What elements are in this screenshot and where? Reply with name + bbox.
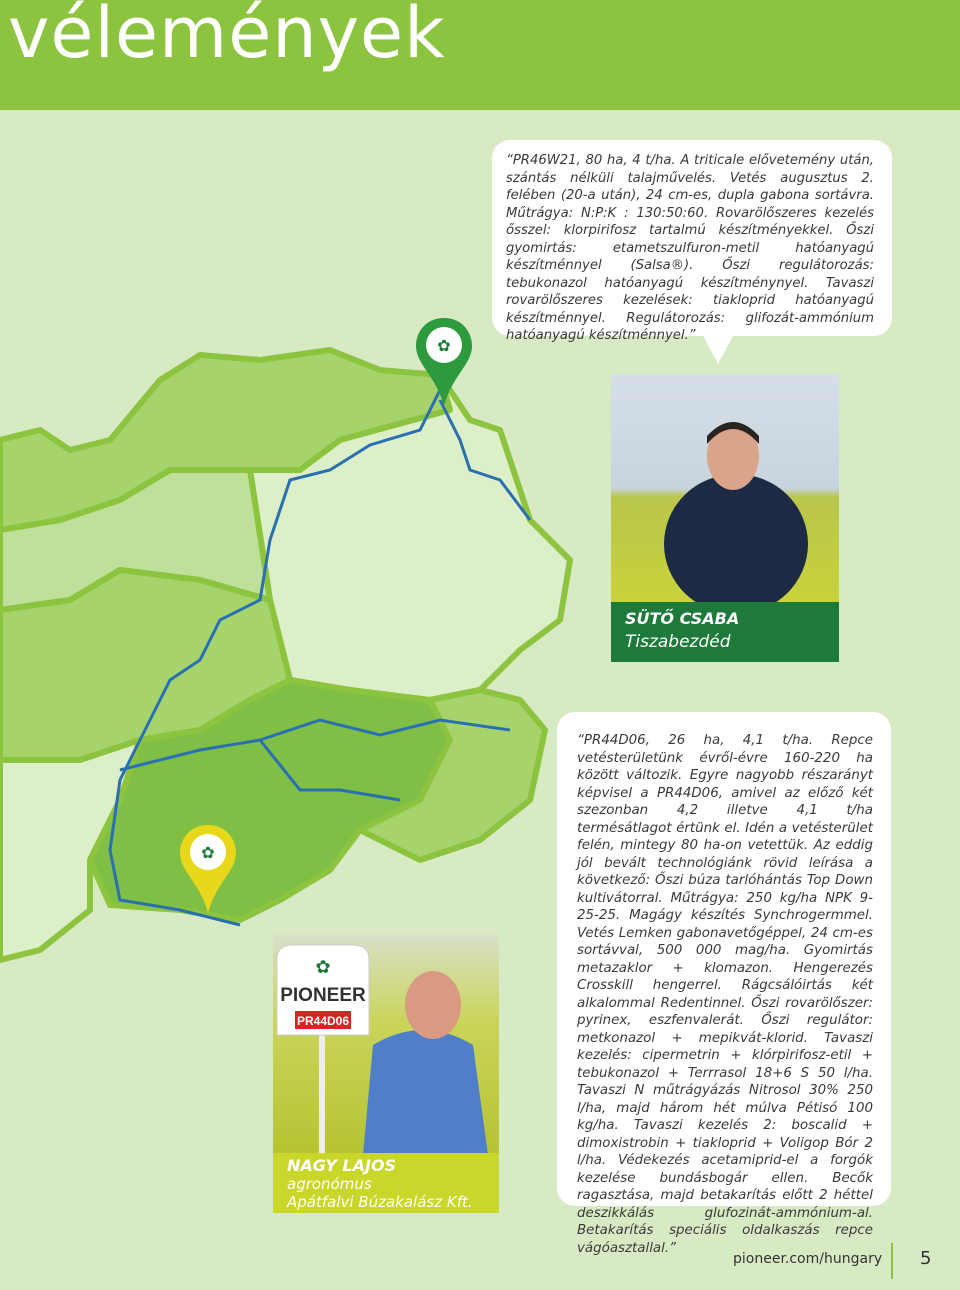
page-number: 5	[920, 1248, 932, 1269]
quote-bubble-bottom	[557, 712, 891, 1256]
quote-bubble-top	[492, 140, 892, 343]
sign-variety: PR44D06	[296, 1014, 350, 1028]
person-name: SÜTŐ CSABA	[625, 609, 740, 628]
person-caption-2	[273, 1153, 499, 1213]
svg-text:✿: ✿	[437, 336, 451, 355]
photo-suto-csaba	[611, 374, 839, 602]
section-title: vélemények	[8, 0, 446, 74]
svg-text:✿: ✿	[315, 957, 331, 978]
quote-text: “PR44D06, 26 ha, 4,1 t/ha. Repce vetésterületünk évről-évre 160-220 ha között változik. Egyre nagyobb részarányt képvisel a PR44D06, amivel az előző két szezonban 4,2 illetve 4,1 t/ha termésátlagot értünk el. Idén a vetésterület felén, mintegy 80 ha-on vetettük. Az eddig jól bevált technológiánk rövid leírása a következő: Őszi búza tarlóhántás Top Down kultivátorral. Műtrágya: 250 kg/ha NPK 9-25-25. Magágy készítés Synchrogermmel. Vetés Lemken gabonavetőgéppel, 24 cm-es sortávval, 500 000 mag/ha. Gyomirtás metazaklor + klomazon. Hengerezés Crosskill hengerrel. Rágcsálóirtás két alkalommal Redentinnel. Őszi rovarölőszer: pyrinex, eszfenvalerát. Őszi regulátor: metkonazol + mepikvát-klorid. Tavaszi kezelés: cipermetrin + klórpirifosz-etil + tebukonazol + Terrrasol 18+6 S 50 l/ha. Tavaszi N műtrágyázás Nitrosol 30% 250 l/ha, majd három hét múlva Pétisó 100 kg/ha. Tavaszi kezelés 2: boscalid + dimoxistrobin + tiakloprid + Voligop Bór 2 l/ha. Védekezés acetamiprid-el a forgók kezelése bundásbogár ellen. Becők ragasztása, majd betakarítás előtt 2 héttel deszikkálás glufozinát-ammónium-al. Betakarítás speciális oldalkaszás repce vágóasztallal.”	[577, 733, 873, 1256]
person-caption-1	[611, 602, 839, 662]
person-company: Apátfalvi Búzakalász Kft.	[287, 1193, 473, 1211]
person-name: NAGY LAJOS	[287, 1156, 397, 1175]
photo-nagy-lajos	[273, 935, 499, 1155]
footer-divider	[891, 1243, 893, 1279]
map-pin-yellow-icon[interactable]	[178, 823, 238, 915]
svg-text:✿: ✿	[201, 843, 215, 862]
footer-url[interactable]: pioneer.com/hungary	[733, 1251, 883, 1267]
person-role: agronómus	[287, 1175, 372, 1193]
quote-text: “PR46W21, 80 ha, 4 t/ha. A triticale elővetemény után, szántás nélküli talajművelés. Vetés augusztus 2. felében (20-a után), 24 cm-es, dupla gabona sortávra. Műtrágya: N:P:K : 130:50:60. Rovarölőszeres kezelés ősszel: klorpirifosz tartalmú készítményekkel. Őszi gyomirtás: etametszulfuron-metil hatóanyagú készítménnyel (Salsa®). Őszi regulátorozás: tebukonazol hatóanyagú készítménynyel. Tavaszi rovarölőszeres kezelések: tiakloprid hatóanyagú készítménnyel. Regulátorozás: glifozát-ammónium hatóanyagú készítménnyel.”	[506, 153, 874, 343]
person-location: Tiszabezdéd	[625, 632, 731, 652]
map-pin-green-icon[interactable]	[414, 316, 474, 408]
page-header	[0, 0, 960, 110]
sign-brand: PIONEER	[280, 985, 366, 1006]
